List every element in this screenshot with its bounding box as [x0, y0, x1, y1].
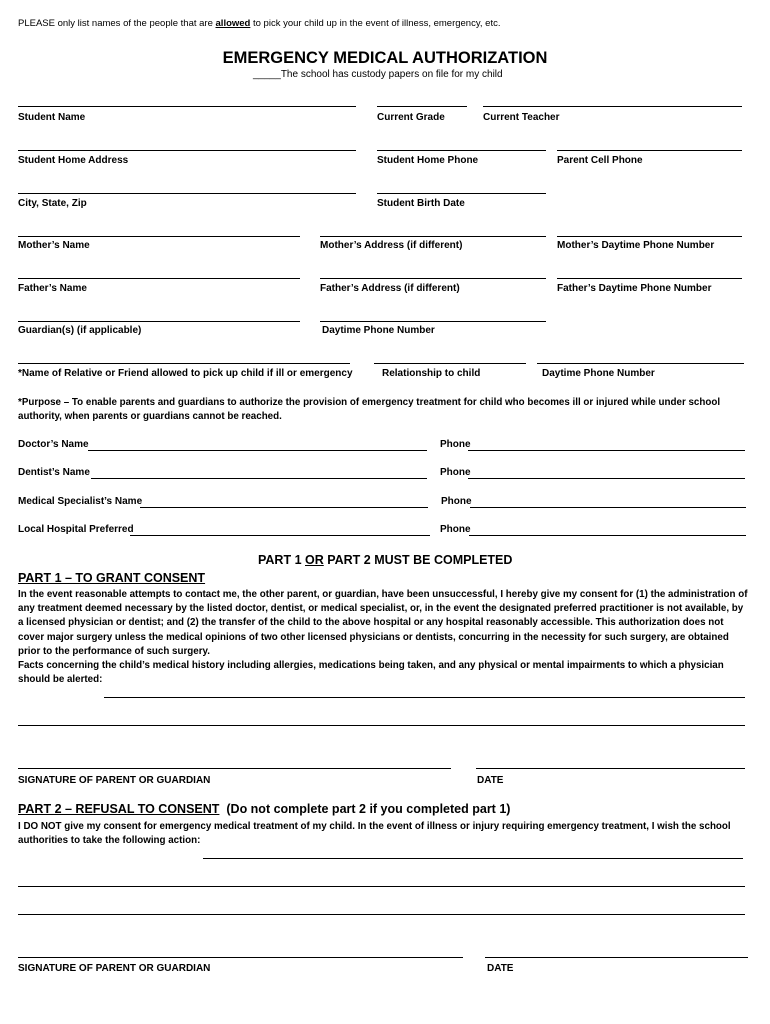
part2-body: I DO NOT give my consent for emergency medical treatment of my child. In the event of illness or injury requiring emergency treatment, I wish the school authorities to take the following action: — [18, 821, 731, 847]
specialist-phone-label: Phone — [441, 496, 472, 507]
action-line-1[interactable] — [203, 858, 743, 859]
part2-signature-label: SIGNATURE OF PARENT OR GUARDIAN — [18, 963, 211, 974]
part2-heading: PART 2 – REFUSAL TO CONSENT — [18, 802, 220, 816]
guardian-phone-line[interactable] — [320, 321, 546, 322]
mother-address-label: Mother’s Address (if different) — [320, 240, 463, 251]
mother-name-label: Mother’s Name — [18, 240, 90, 251]
part1-date-line[interactable] — [476, 768, 745, 769]
custody-blank[interactable]: _____ — [253, 69, 281, 80]
current-grade-label: Current Grade — [377, 112, 445, 123]
doctor-phone-label: Phone — [440, 439, 471, 450]
relationship-line[interactable] — [374, 363, 526, 364]
dentist-label: Dentist’s Name — [18, 467, 90, 478]
part1-body: In the event reasonable attempts to contact me, the other parent, or guardian, have been unsuccessful, I hereby give my consent for (1) the administration of any treatment deemed necessary by the listed doctor, dentist, or medical specialist, or, in the event the designated preferred practitioner is not available, by a licensed physician or dentist; and (2) the transfer of the child to the above hospital or any hospital reasonably accessible. This authorization does not cover major surgery unless the medical opinions of two other licensed physicians or dentists, concurring in the necessity for such surgery, are obtained prior to the performance of such surgery. — [18, 589, 748, 657]
pickup-notice — [18, 18, 500, 29]
relative-phone-label: Daytime Phone Number — [542, 368, 655, 379]
specialist-label: Medical Specialist’s Name — [18, 496, 143, 507]
cell-phone-line[interactable] — [557, 150, 742, 151]
student-name-label: Student Name — [18, 112, 86, 123]
part1-date-label: DATE — [477, 775, 504, 786]
part1-signature-line[interactable] — [18, 768, 451, 769]
guardian-label: Guardian(s) (if applicable) — [18, 325, 142, 336]
must-complete-or: OR — [305, 553, 324, 567]
city-line[interactable] — [18, 193, 356, 194]
birth-date-line[interactable] — [377, 193, 546, 194]
father-phone-label: Father’s Daytime Phone Number — [557, 283, 712, 294]
must-complete-post: PART 2 MUST BE COMPLETED — [323, 553, 513, 567]
mother-phone-label: Mother’s Daytime Phone Number — [557, 240, 715, 251]
grade-line[interactable] — [377, 106, 467, 107]
birth-date-label: Student Birth Date — [377, 198, 465, 209]
part2-signature-line[interactable] — [18, 957, 463, 958]
father-address-line[interactable] — [320, 278, 546, 279]
custody-line — [253, 69, 503, 80]
must-complete-pre: PART 1 — [258, 553, 305, 567]
notice-text-end: to pick your child up in the event of illness, emergency, etc. — [250, 18, 501, 29]
teacher-line[interactable] — [483, 106, 742, 107]
mother-name-line[interactable] — [18, 236, 300, 237]
doctor-label: Doctor’s Name — [18, 439, 89, 450]
notice-text: PLEASE only list names of the people that are — [18, 18, 216, 29]
doctor-phone-line[interactable] — [468, 450, 745, 451]
mother-address-line[interactable] — [320, 236, 546, 237]
guardian-phone-label: Daytime Phone Number — [322, 325, 435, 336]
student-phone-label: Student Home Phone — [377, 155, 479, 166]
home-phone-line[interactable] — [377, 150, 546, 151]
notice-allowed: allowed — [215, 18, 251, 29]
hospital-line[interactable] — [130, 535, 430, 536]
father-name-line[interactable] — [18, 278, 300, 279]
parent-cell-label: Parent Cell Phone — [557, 155, 643, 166]
action-line-2[interactable] — [18, 886, 745, 887]
relative-name-label: *Name of Relative or Friend allowed to pick up child if ill or emergency — [18, 368, 353, 379]
hospital-phone-line[interactable] — [469, 535, 746, 536]
purpose-text: *Purpose – To enable parents and guardians to authorize the provision of emergency treatment for child who becomes ill or injured while under school authority, when parents or guardians cannot be reached. — [18, 397, 721, 423]
part1-heading: PART 1 – TO GRANT CONSENT — [18, 571, 206, 585]
student-name-line[interactable] — [18, 106, 356, 107]
father-address-label: Father’s Address (if different) — [320, 283, 460, 294]
doctor-line[interactable] — [88, 450, 427, 451]
current-teacher-label: Current Teacher — [483, 112, 560, 123]
student-address-label: Student Home Address — [18, 155, 129, 166]
hospital-label: Local Hospital Preferred — [18, 524, 134, 535]
hospital-phone-label: Phone — [440, 524, 471, 535]
specialist-phone-line[interactable] — [470, 507, 746, 508]
must-complete-heading — [258, 553, 512, 567]
facts-line-1[interactable] — [104, 697, 745, 698]
guardian-line[interactable] — [18, 321, 300, 322]
form-title: EMERGENCY MEDICAL AUTHORIZATION — [222, 49, 548, 67]
father-phone-line[interactable] — [557, 278, 742, 279]
city-label: City, State, Zip — [18, 198, 87, 209]
part2-note: (Do not complete part 2 if you completed part 1) — [226, 802, 511, 816]
dentist-phone-label: Phone — [440, 467, 471, 478]
father-name-label: Father’s Name — [18, 283, 87, 294]
part2-heading-row — [18, 802, 510, 816]
part2-date-label: DATE — [487, 963, 514, 974]
mother-phone-line[interactable] — [557, 236, 742, 237]
dentist-line[interactable] — [91, 478, 427, 479]
action-line-3[interactable] — [18, 914, 745, 915]
specialist-line[interactable] — [140, 507, 428, 508]
address-line[interactable] — [18, 150, 356, 151]
part2-date-line[interactable] — [485, 957, 748, 958]
facts-line-2[interactable] — [18, 725, 745, 726]
dentist-phone-line[interactable] — [468, 478, 745, 479]
relationship-label: Relationship to child — [382, 368, 481, 379]
part1-signature-label: SIGNATURE OF PARENT OR GUARDIAN — [18, 775, 211, 786]
custody-text: The school has custody papers on file for my child — [280, 69, 503, 80]
relative-name-line[interactable] — [18, 363, 350, 364]
relative-phone-line[interactable] — [537, 363, 744, 364]
part1-facts: Facts concerning the child’s medical history including allergies, medications being taken, and any physical or mental impairments to which a physician should be alerted: — [18, 660, 724, 686]
